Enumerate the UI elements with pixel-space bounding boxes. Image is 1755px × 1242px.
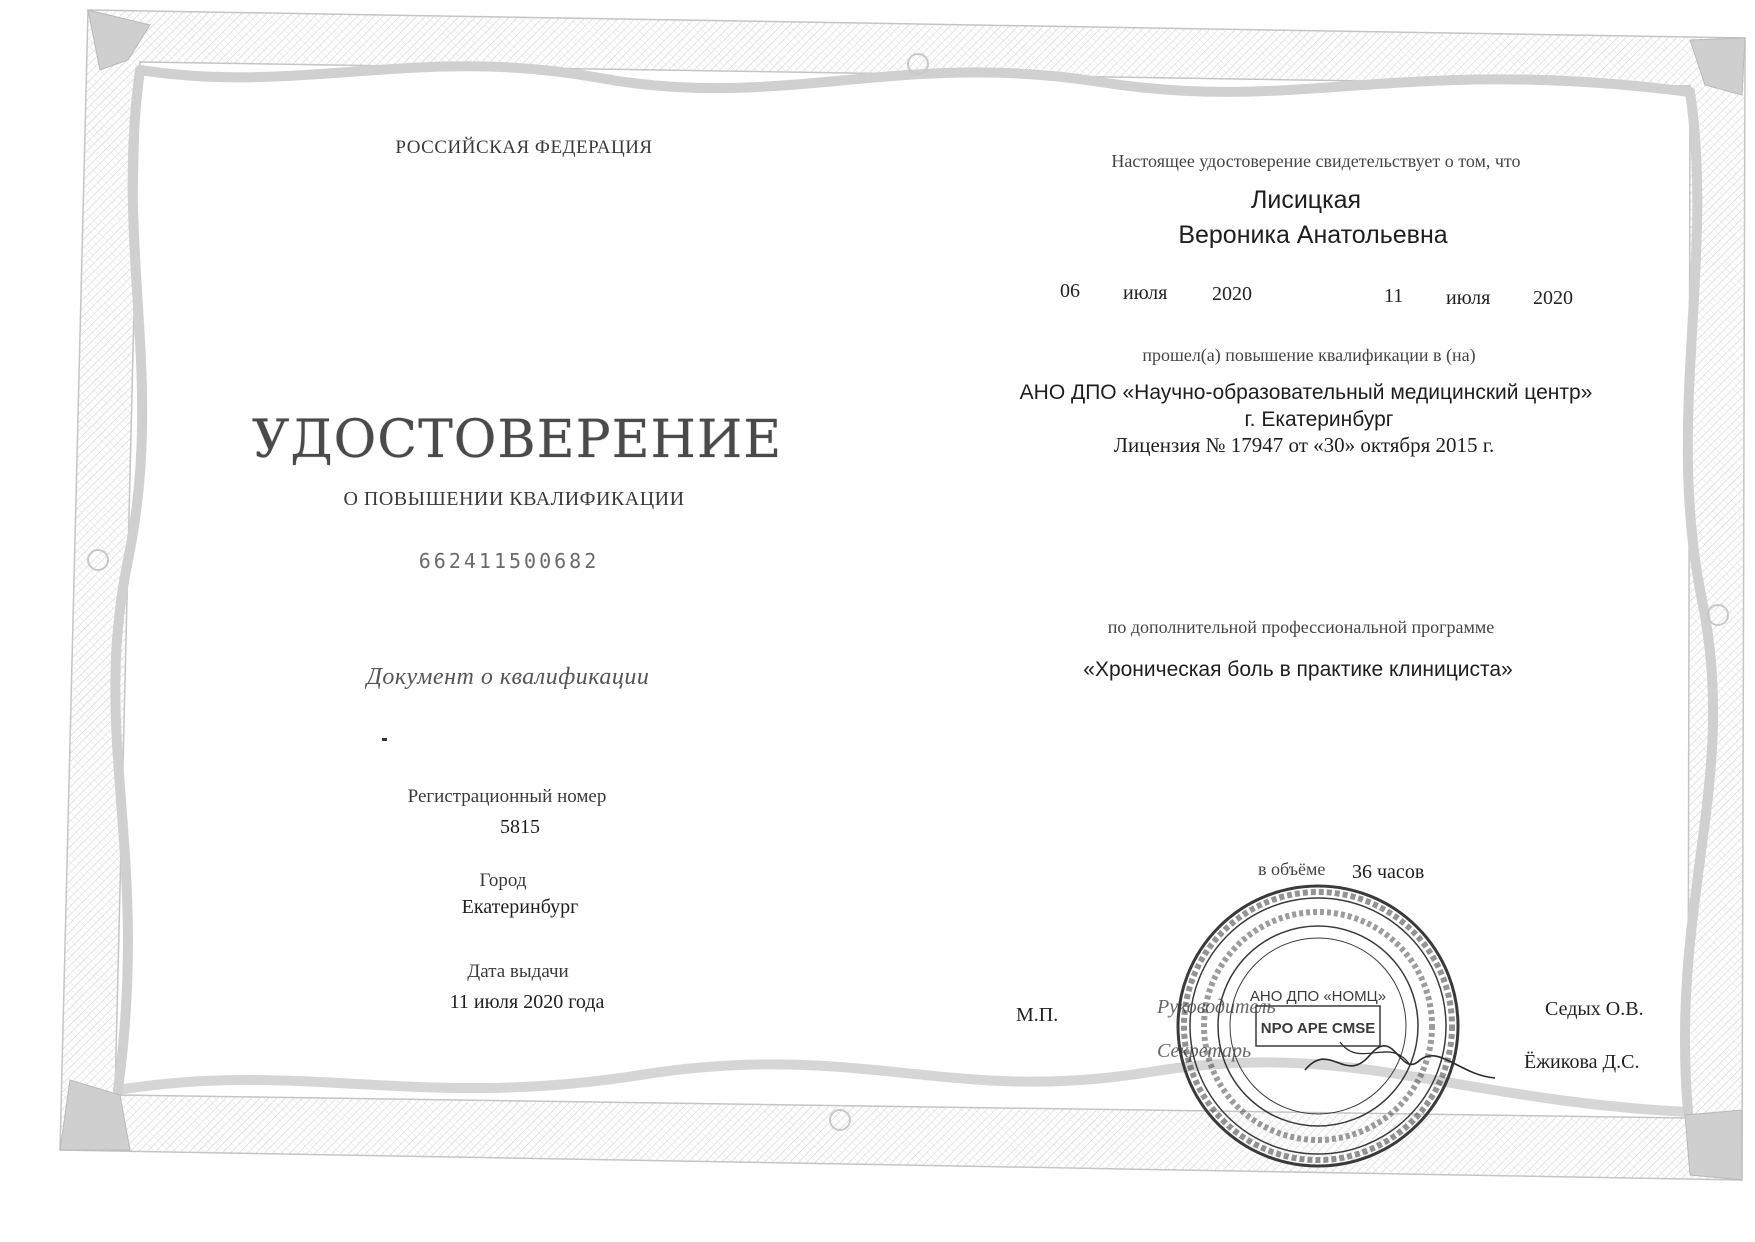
completed-text: прошел(а) повышение квалификации в (на) bbox=[1142, 345, 1476, 365]
date-from-day: 06 bbox=[1060, 280, 1080, 302]
handwritten-signature bbox=[1300, 1030, 1500, 1090]
document-type-label: Документ о квалификации bbox=[366, 664, 650, 690]
seal-line-1: АНО ДПО «НОМЦ» bbox=[1249, 988, 1387, 1005]
program-name: «Хроническая боль в практике клинициста» bbox=[1083, 658, 1513, 681]
head-name: Седых О.В. bbox=[1545, 998, 1644, 1020]
country-label: РОССИЙСКАЯ ФЕДЕРАЦИЯ bbox=[395, 137, 653, 158]
registration-number-value: 5815 bbox=[500, 816, 540, 838]
holder-given-names: Вероника Анатольевна bbox=[1178, 221, 1448, 249]
intro-text: Настоящее удостоверение свидетельствует о том, что bbox=[1111, 151, 1521, 171]
stamp-place-label: М.П. bbox=[1016, 1004, 1059, 1026]
date-to-year: 2020 bbox=[1533, 287, 1573, 309]
organization-city: г. Екатеринбург bbox=[1244, 408, 1394, 431]
registration-number-label: Регистрационный номер bbox=[407, 786, 607, 807]
secretary-label: Секретарь bbox=[1157, 1040, 1252, 1062]
volume-label: в объёме bbox=[1258, 859, 1326, 879]
serial-number: 662411500682 bbox=[418, 549, 600, 573]
document-subtitle: О ПОВЫШЕНИИ КВАЛИФИКАЦИИ bbox=[343, 488, 685, 510]
issue-date-label: Дата выдачи bbox=[467, 961, 569, 982]
date-from-year: 2020 bbox=[1212, 283, 1252, 305]
license-text: Лицензия № 17947 от «30» октября 2015 г. bbox=[1113, 433, 1495, 457]
date-from-month: июля bbox=[1123, 282, 1168, 304]
organization-name: АНО ДПО «Научно-образовательный медицинский центр» bbox=[1019, 381, 1593, 404]
secretary-name: Ёжикова Д.С. bbox=[1524, 1051, 1640, 1073]
ink-speck bbox=[382, 738, 387, 741]
holder-surname: Лисицкая bbox=[1250, 186, 1362, 214]
city-value: Екатеринбург bbox=[461, 896, 579, 918]
official-seal bbox=[1168, 876, 1468, 1176]
volume-value: 36 часов bbox=[1352, 861, 1425, 883]
date-to-day: 11 bbox=[1384, 285, 1404, 307]
seal-line-2: NPO APE CMSE bbox=[1260, 1020, 1376, 1037]
document-title: УДОСТОВЕРЕНИЕ bbox=[251, 410, 783, 470]
date-to-month: июля bbox=[1446, 287, 1491, 309]
head-label: Руководитель bbox=[1157, 996, 1276, 1018]
issue-date-value: 11 июля 2020 года bbox=[449, 991, 605, 1013]
program-label: по дополнительной профессиональной программе bbox=[1107, 617, 1495, 637]
city-label: Город bbox=[479, 870, 527, 891]
